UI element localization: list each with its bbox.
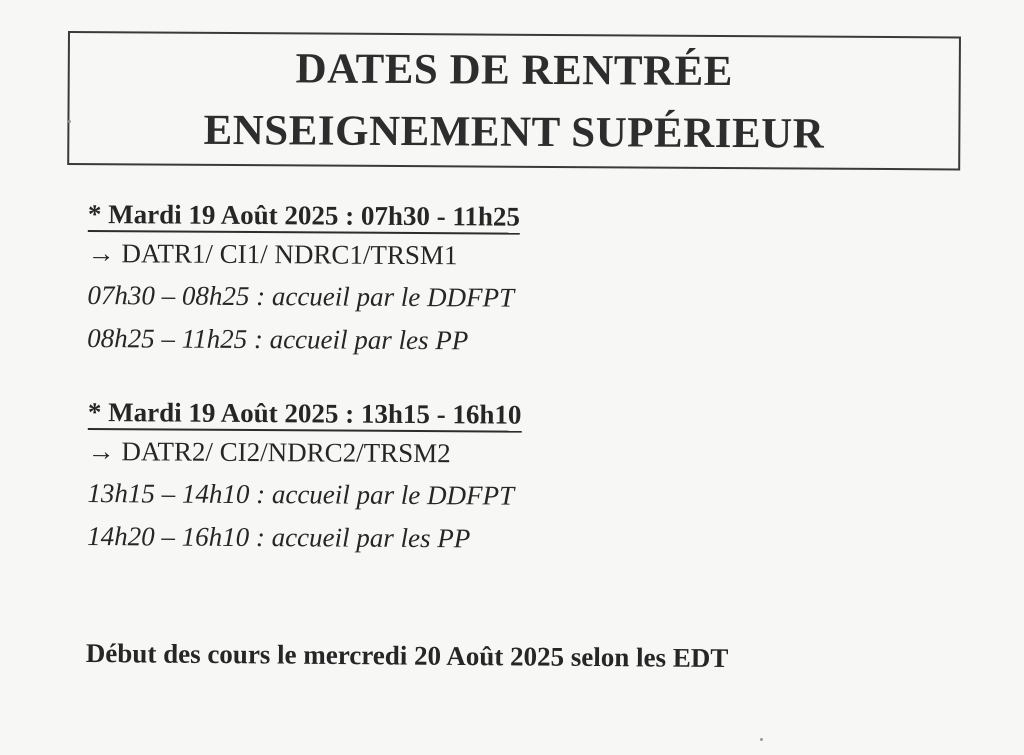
schedule-line: 07h30 – 08h25 : accueil par le DDFPT — [87, 279, 515, 313]
schedule-line: 14h20 – 16h10 : accueil par les PP — [87, 520, 471, 554]
schedule-line: 08h25 – 11h25 : accueil par les PP — [87, 322, 469, 356]
title-line-2: ENSEIGNEMENT SUPÉRIEUR — [203, 106, 825, 158]
title-box — [67, 31, 961, 170]
session-block-morning — [87, 198, 520, 363]
session-groups: → DATR1/ CI1/ NDRC1/TRSM1 — [87, 237, 458, 271]
session-block-afternoon — [87, 396, 522, 561]
scan-speck — [68, 120, 71, 123]
session-heading: * Mardi 19 Août 2025 : 13h15 - 16h10 — [88, 396, 522, 433]
schedule-line: 13h15 – 14h10 : accueil par le DDFPT — [87, 477, 515, 511]
course-start-note: Début des cours le mercredi 20 Août 2025 selon les EDT — [85, 638, 729, 674]
scan-speck — [760, 738, 763, 741]
session-heading: * Mardi 19 Août 2025 : 07h30 - 11h25 — [88, 198, 520, 235]
title-line-1: DATES DE RENTRÉE — [295, 45, 734, 96]
session-groups: → DATR2/ CI2/NDRC2/TRSM2 — [87, 435, 451, 469]
